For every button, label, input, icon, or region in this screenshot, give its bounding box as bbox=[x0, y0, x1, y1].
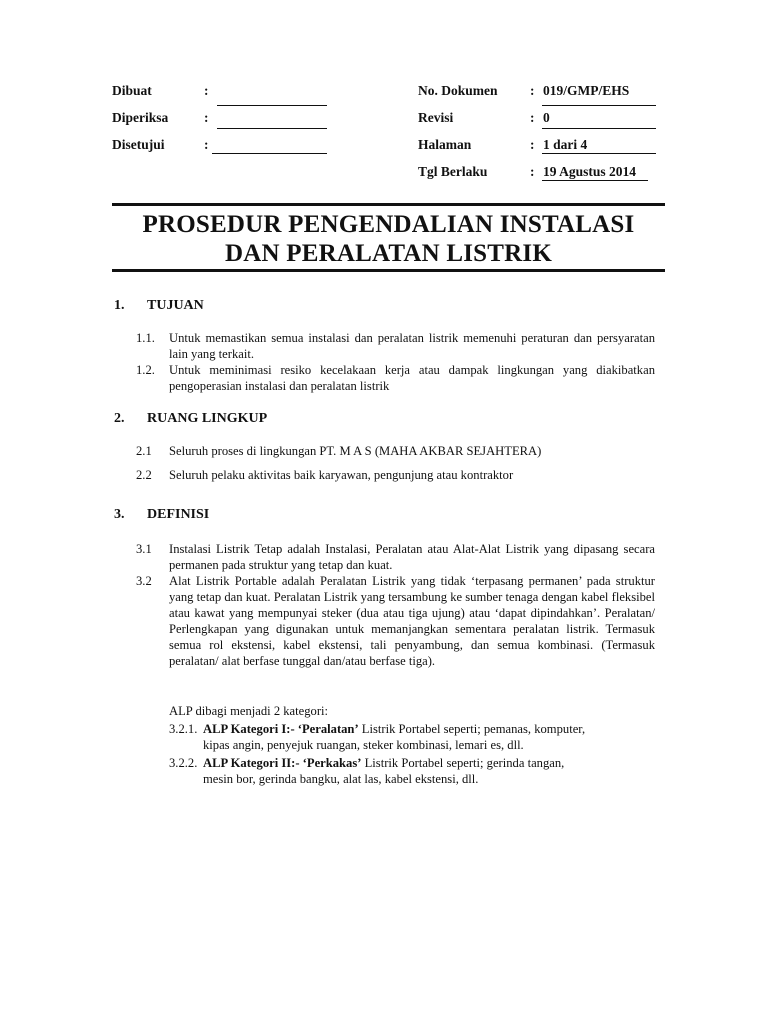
header-row-halaman bbox=[418, 136, 668, 163]
header-colon: : bbox=[530, 83, 535, 98]
title-rule-bottom bbox=[112, 269, 665, 272]
section-number: 2. bbox=[114, 411, 125, 426]
alp-intro: ALP dibagi menjadi 2 kategori: bbox=[169, 704, 329, 718]
header-label: Diperiksa bbox=[112, 110, 169, 125]
header-document-info bbox=[418, 82, 668, 190]
item-text: Alat Listrik Portable adalah Peralatan Listrik yang tidak ‘terpasang permanen’ pada struktur yang tetap dan kuat. Peralatan Listrik yang tersambung ke sumber tenaga dengan kabel fleksibel atau kawat yang mempunyai steker (dua atau tiga ujung) atau ‘dapat dipindahkan’. Peralatan/ Perlengkapan yang digunakan untuk memanjangkan sementara peralatan listrik. Termasuk semua rol ekstensi, kabel ekstensi, tali penyambung, dan semua kombinasi. (Termasuk peralatan/ alat berfase tunggal dan/atau berfase tiga). bbox=[169, 574, 655, 668]
document-number: 019/GMP/EHS bbox=[543, 83, 630, 98]
title-rule-top bbox=[112, 203, 665, 206]
alp-category-desc: Listrik Portabel seperti; gerinda tangan, bbox=[361, 756, 565, 770]
header-label: Disetujui bbox=[112, 137, 165, 152]
effective-date: 19 Agustus 2014 bbox=[543, 164, 637, 179]
item-number: 2.1 bbox=[136, 444, 152, 458]
item-text: Untuk meminimasi resiko kecelakaan kerja atau dampak lingkungan yang diakibatkan pengoperasian instalasi dan peralatan listrik bbox=[169, 363, 655, 393]
alp-category-desc-cont: mesin bor, gerinda bangku, alat las, kabel ekstensi, dll. bbox=[203, 772, 479, 786]
item-number: 1.2. bbox=[136, 363, 155, 377]
header-row-revisi bbox=[418, 109, 668, 136]
item-number: 1.1. bbox=[136, 331, 155, 345]
header-colon: : bbox=[530, 110, 535, 125]
item-number: 3.2.2. bbox=[169, 756, 198, 770]
alp-category-desc: Listrik Portabel seperti; pemanas, komputer, bbox=[358, 722, 586, 736]
item-text: Seluruh proses di lingkungan PT. M A S (MAHA AKBAR SEJAHTERA) bbox=[169, 444, 542, 458]
title-line-1: PROSEDUR PENGENDALIAN INSTALASI bbox=[142, 211, 635, 238]
signature-line bbox=[212, 153, 327, 154]
section-number: 1. bbox=[114, 298, 125, 313]
item-number: 3.2.1. bbox=[169, 722, 198, 736]
header-signoff-block bbox=[112, 82, 342, 163]
item-number: 3.2 bbox=[136, 574, 152, 588]
item-number: 3.1 bbox=[136, 542, 152, 556]
revision-number: 0 bbox=[543, 110, 550, 125]
item-text: Instalasi Listrik Tetap adalah Instalasi, Peralatan atau Alat-Alat Listrik yang dipasang secara permanen pada struktur yang tetap dan kuat. bbox=[169, 542, 655, 572]
item-number: 2.2 bbox=[136, 468, 152, 482]
header-label: Tgl Berlaku bbox=[418, 164, 488, 179]
section-title: TUJUAN bbox=[147, 298, 204, 313]
value-underline bbox=[542, 180, 648, 181]
header-label: Halaman bbox=[418, 137, 472, 152]
header-row-no-dokumen bbox=[418, 82, 668, 109]
header-row-disetujui bbox=[112, 136, 342, 163]
page-count: 1 dari 4 bbox=[543, 137, 588, 152]
item-text: Untuk memastikan semua instalasi dan peralatan listrik memenuhi peraturan dan persyaratan lain yang terkait. bbox=[169, 331, 655, 361]
title-line-2: DAN PERALATAN LISTRIK bbox=[225, 240, 552, 267]
header-colon: : bbox=[204, 137, 209, 152]
header-colon: : bbox=[530, 137, 535, 152]
alp-category-title: ALP Kategori I:- ‘Peralatan’ bbox=[203, 722, 359, 736]
header-row-dibuat bbox=[112, 82, 342, 109]
alp-category-title: ALP Kategori II:- ‘Perkakas’ bbox=[203, 756, 362, 770]
value-underline bbox=[542, 153, 656, 154]
alp-category-line bbox=[203, 755, 623, 771]
value-underline bbox=[542, 128, 656, 129]
header-label: Revisi bbox=[418, 110, 454, 125]
header-label: Dibuat bbox=[112, 83, 152, 98]
signature-line bbox=[217, 128, 327, 129]
section-number: 3. bbox=[114, 507, 125, 522]
header-row-tgl-berlaku bbox=[418, 163, 668, 190]
section-title: DEFINISI bbox=[147, 507, 210, 522]
header-colon: : bbox=[204, 83, 209, 98]
header-colon: : bbox=[204, 110, 209, 125]
item-text: Seluruh pelaku aktivitas baik karyawan, pengunjung atau kontraktor bbox=[169, 468, 514, 482]
header-colon: : bbox=[530, 164, 535, 179]
value-underline bbox=[542, 105, 656, 106]
section-title: RUANG LINGKUP bbox=[147, 411, 268, 426]
signature-line bbox=[217, 105, 327, 106]
alp-category-desc-cont: kipas angin, penyejuk ruangan, steker kombinasi, lemari es, dll. bbox=[203, 738, 524, 752]
alp-category-line bbox=[203, 721, 623, 737]
page-title bbox=[112, 210, 665, 268]
header-row-diperiksa bbox=[112, 109, 342, 136]
header-label: No. Dokumen bbox=[418, 83, 498, 98]
